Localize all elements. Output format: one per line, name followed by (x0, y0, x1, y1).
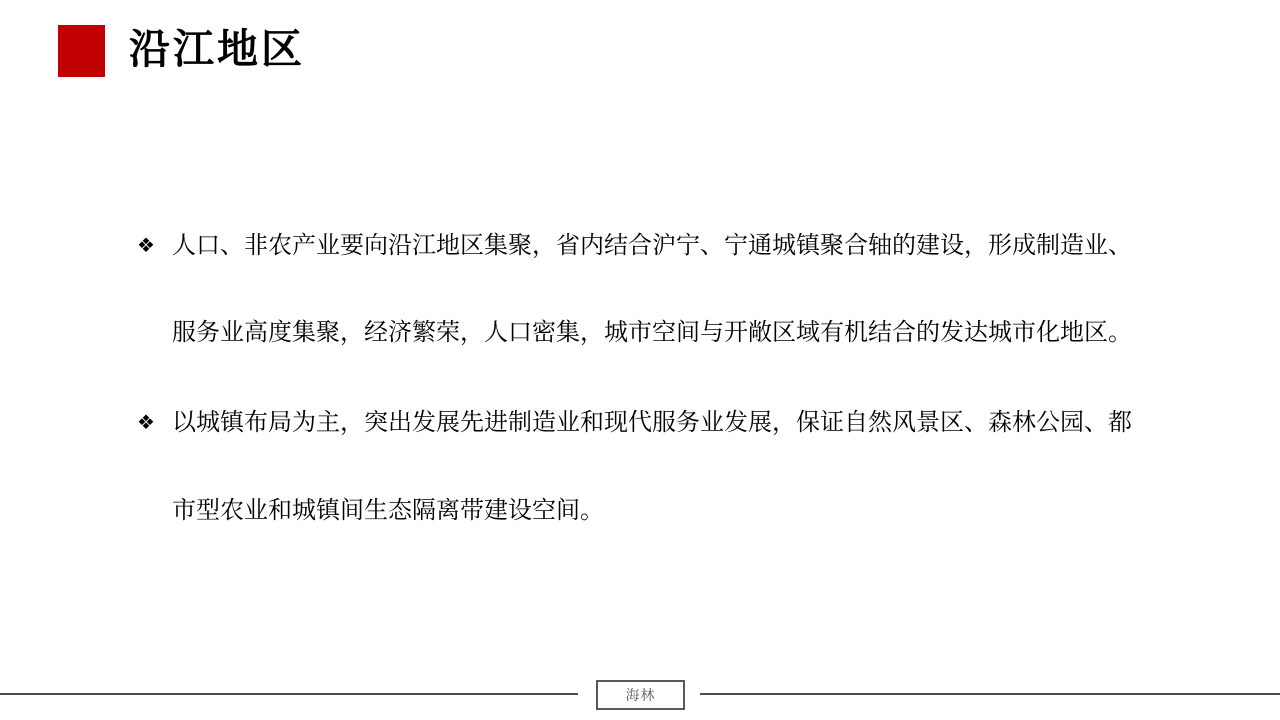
footer-divider-right (700, 693, 1280, 695)
bullet-2-line-1: 以城镇布局为主，突出发展先进制造业和现代服务业发展，保证自然风景区、森林公园、都 (172, 409, 1132, 436)
footer-page-label: 海林 (625, 687, 656, 703)
bullet-1-line-2: 服务业高度集聚，经济繁荣，人口密集，城市空间与开敞区域有机结合的发达城市化地区。 (172, 319, 1132, 346)
bullet-diamond-icon: ❖ (137, 235, 155, 257)
bullet-2-line-2: 市型农业和城镇间生态隔离带建设空间。 (172, 497, 604, 524)
footer-divider-left (0, 693, 578, 695)
footer-page-label-box (596, 680, 685, 710)
title-accent-square (58, 25, 105, 77)
page-title: 沿江地区 (129, 26, 305, 72)
bullet-diamond-icon: ❖ (137, 412, 155, 434)
bullet-1-line-1: 人口、非农产业要向沿江地区集聚，省内结合沪宁、宁通城镇聚合轴的建设，形成制造业、 (172, 232, 1132, 259)
